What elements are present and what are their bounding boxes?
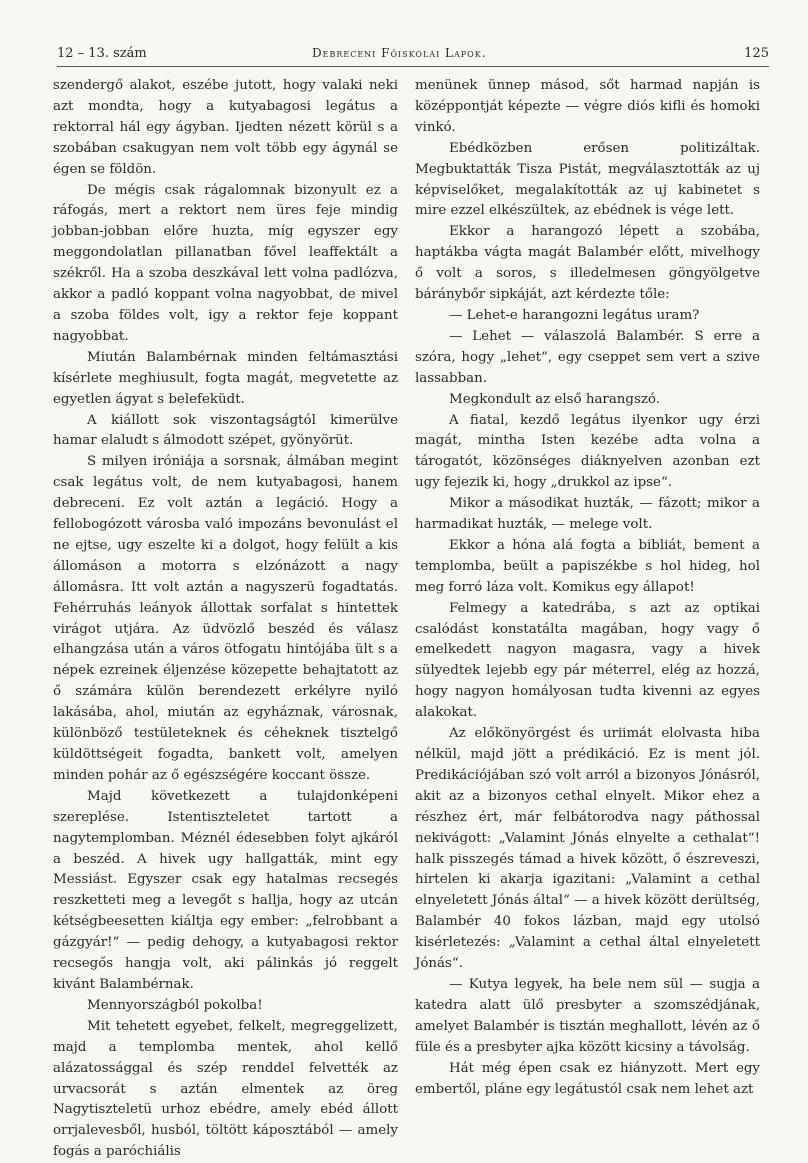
paragraph: Ebédközben erősen politizáltak. Megbuktatták Tisza Pistát, megválasztották az uj képviselőket, megalakították az uj kabinetet s mire ezzel elkészültek, az ebédnek is vége lett. — [415, 140, 760, 219]
header-rule — [57, 66, 769, 67]
paragraph: Hát még épen csak ez hiányzott. Mert egy embertől, pláne egy legátustól csak nem lehet azt — [415, 1060, 760, 1097]
paragraph: Mennyországból pokolba! — [87, 997, 263, 1013]
paragraph: S milyen iróniája a sorsnak, álmában megint csak legátus volt, de nem kutyabagosi, hanem debreceni. Ez volt aztán a legáció. Hogy a fellobogózott városba való impozáns bevonulást el ne ejtse, ugy eszelte ki a dolgot, hogy felült a kis állomáson a motorra s elzónázott a nagy állomásra. Itt volt aztán a nagyszerü fogadtatás. Fehérruhás leányok állottak sorfalat s hintettek virágot utjára. Az üdvözlő beszéd és válasz elhangzása után a város ötfogatu hintójába ült s a népek ezreinek éljenzése közepette behajtatott az ő számára külön berendezett erkélyre nyiló lakásába, ahol, miután az egyháznak, városnak, különböző testületeknek és céheknek tisztelgő küldöttségeit fogadta, bankett volt, amelyen minden pohár az ő egészségére koccant össze. — [53, 454, 398, 783]
running-header — [57, 42, 769, 66]
paragraph: Ekkor a harangozó lépett a szobába, haptákba vágta magát Balambér előtt, mivelhogy ő volt a soros, s illedelmesen göngyölgetve báránybőr sipkáját, azt kérdezte tőle: — [415, 224, 760, 303]
paragraph: — Lehet — válaszolá Balambér. S erre a szóra, hogy „lehet“, egy cseppet sem vert a szive lassabban. — [415, 328, 760, 386]
page-number: 125 — [744, 46, 769, 61]
paragraph: — Kutya legyek, ha bele nem sül — sugja a katedra alatt ülő presbyter a szomszédjának, amelyet Balambér is tisztán meghallott, lévén az ő füle és a presbyter ajka között kicsiny a távolság. — [415, 976, 760, 1055]
paragraph: Mit tehetett egyebet, felkelt, megreggelizett, majd a templomba mentek, ahol kellő alázatossággal és szép renddel felvették az urvacsorát s aztán elmentek az öreg Nagytiszteletü urhoz ebédre, amely ebéd állott orrjalevesből, husból, töltött káposztából — amely fogás a paróchiális — [53, 1018, 398, 1160]
paragraph: Mikor a másodikat huzták, — fázott; mikor a harmadikat huzták, — melege volt. — [415, 496, 760, 533]
issue-number: 12 – 13. szám — [57, 46, 147, 61]
paragraph: Ekkor a hóna alá fogta a bibliát, bement a templomba, beült a papiszékbe s hol hideg, hol meg forró láza volt. Komikus egy állapot! — [415, 537, 760, 595]
paragraph: szendergő alakot, eszébe jutott, hogy valaki neki azt mondta, hogy a kutyabagosi legátus a rektorral hál egy ágyban. Ijedten nézett körül s a szobában csakugyan nem volt több egy ágynál se égen se földön. — [53, 78, 398, 177]
paragraph: A kiállott sok viszontagságtól kimerülve hamar elaludt s álmodott szépet, gyönyörüt. — [53, 412, 398, 449]
paragraph: Miután Balambérnak minden feltámasztási kísérlete meghiusult, fogta magát, megvetette az egyetlen ágyat s belefeküdt. — [53, 349, 398, 407]
left-column — [53, 76, 398, 1163]
journal-title: Debreceni Főiskolai Lapok. — [312, 46, 487, 60]
paragraph: A fiatal, kezdő legátus ilyenkor ugy érzi magát, mintha Isten kezébe adta volna a tárogatót, közönséges diáknyelven azonban ezt ugy fejezik ki, hogy „drukkol az ipse“. — [415, 412, 760, 491]
paragraph: De mégis csak rágalomnak bizonyult ez a ráfogás, mert a rektort nem üres feje mindig jobban-jobban előre huzta, míg egyszer egy meggondolatlan pillanatban fővel leaffektált a székről. Ha a szoba deszkával lett volna padlózva, akkor a padló koppant volna nagyobbat, de mivel a szoba földes volt, igy a rektor feje koppant nagyobbat. — [53, 182, 398, 344]
paragraph: Az előkönyörgést és uriimát elolvasta hiba nélkül, majd jött a prédikáció. Ez is ment jól. Predikációjában szó volt arról a bizonyos Jónásról, akit az a bizonyos cethal elnyelt. Mikor ehez a részhez ért, már felbátorodva nagy páthossal nekivágott: „Valamint Jónás elnyelte a cethalat“! halk pisszegés támad a hivek között, ő észreveszi, hirtelen ki akarja igazitani: „Valamint a cethal elnyeletett Jónás által“ — a hivek között derültség, Balambér 40 fokos lázban, majd egy utolsó kisérletezés: „Valamint a cethal által elnyeletett Jónás“. — [415, 726, 760, 972]
paragraph: Majd következett a tulajdonképeni szereplése. Istentiszteletet tartott a nagytemplomban. Méznél édesebben folyt ajkáról a beszéd. A hivek ugy hallgatták, mint egy Messiást. Egyszer csak egy hatalmas recsegés reszketteti meg a levegőt s hallja, hogy az utcán kétségbeesetten kiáltja egy ember: „felrobbant a gázgyár!“ — pedig dehogy, a kutyabagosi rektor recsegős hangja volt, aki pálinkás jó reggelt kivánt Balambérnak. — [53, 788, 398, 992]
paragraph: — Lehet-e harangozni legátus uram? — [449, 307, 700, 323]
paragraph: Megkondult az első harangszó. — [449, 391, 661, 407]
paragraph: Felmegy a katedrába, s azt az optikai csalódást konstatálta magában, hogy vagy ő emelkedett nagyon magasra, vagy a hivek sülyedtek lejebb egy pár méterrel, elég az hozzá, hogy nagyon homályosan tudta kivenni az egyes alakokat. — [415, 600, 760, 721]
right-column — [415, 76, 760, 1100]
paragraph: menünek ünnep másod, sőt harmad napján is középpontját képezte — végre diós kifli és homoki vinkó. — [415, 78, 760, 135]
